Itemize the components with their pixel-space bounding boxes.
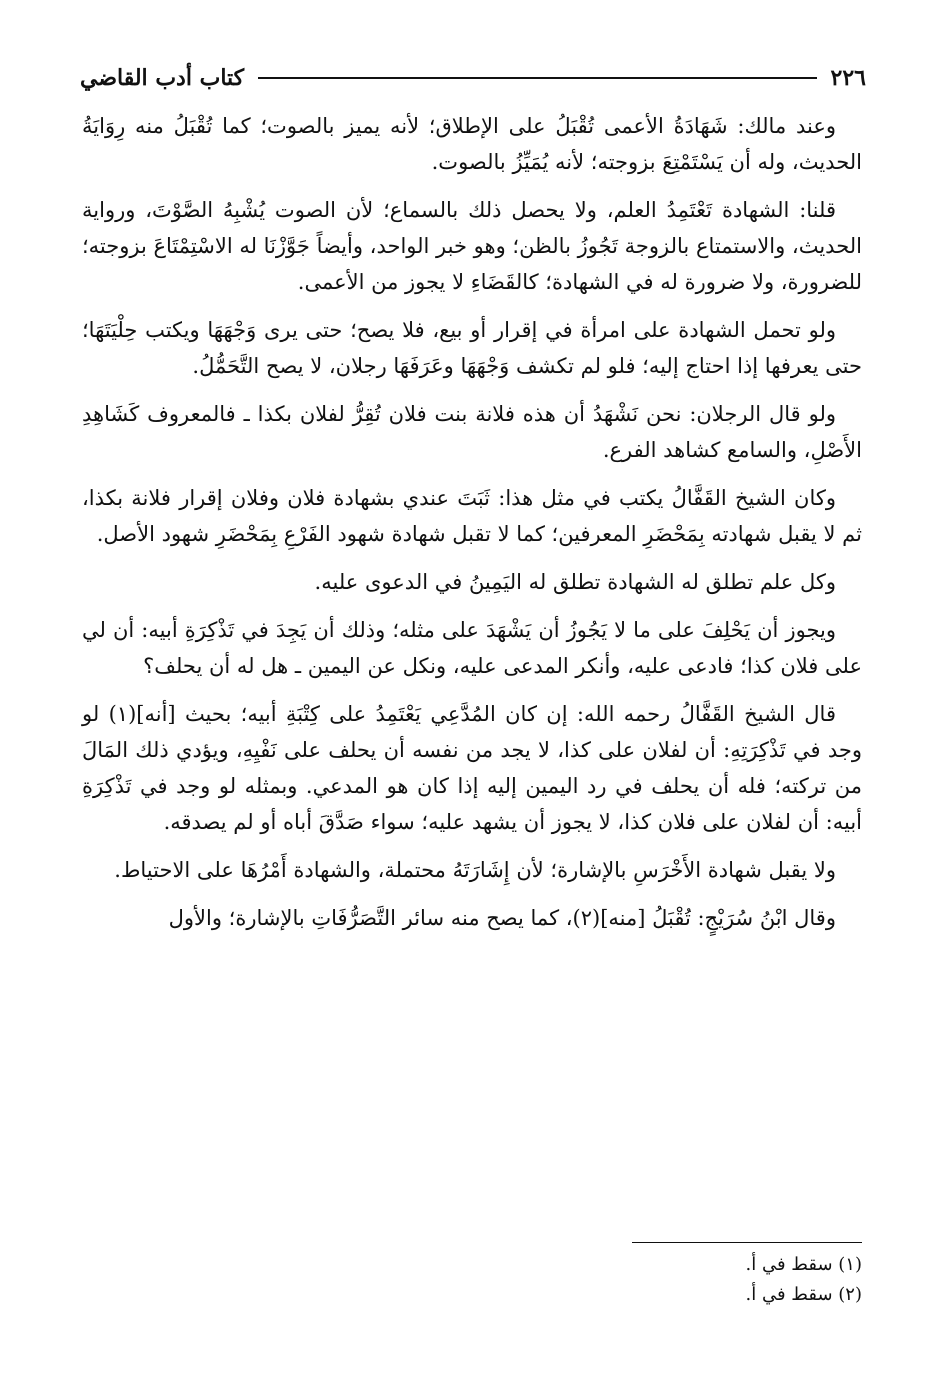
paragraph: ولو تحمل الشهادة على امرأة في إقرار أو بيع، فلا يصح؛ حتى يرى وَجْهَهَا ويكتب حِلْيَتَهَا؛ حتى يعرفها إذا احتاج إليه؛ فلو لم تكشف وَجْهَهَا وعَرَفَهَا رجلان، لا يصح التَّحَمُّلُ. <box>82 318 862 378</box>
footnotes <box>562 1250 862 1310</box>
paragraph: ويجوز أن يَحْلِفَ على ما لا يَجُوزُ أن يَشْهَدَ على مثله؛ وذلك أن يَجِدَ في تَذْكِرَةِ أبيه: أن لي على فلان كذا؛ فادعى عليه، وأنكر المدعى عليه، ونكل عن اليمين ـ هل له أن يحلف؟ <box>82 618 862 678</box>
paragraph: ولو قال الرجلان: نحن نَشْهَدُ أن هذه فلانة بنت فلان تُقِرُّ لفلان بكذا ـ فالمعروف كَشَاهِدِ الأَصْلِ، والسامع كشاهد الفرع. <box>82 402 862 462</box>
paragraph: ولا يقبل شهادة الأَخْرَسِ بالإشارة؛ لأن إِشَارَتَهُ محتملة، والشهادة أَمْرُهَا على الاحتياط. <box>114 858 836 882</box>
book-title: كتاب أدب القاضي <box>80 65 245 91</box>
footnote: (١) سقط في أ. <box>745 1254 862 1275</box>
page-header <box>80 58 866 98</box>
paragraph: قلنا: الشهادة تَعْتَمِدُ العلم، ولا يحصل ذلك بالسماع؛ لأن الصوت يُشْبِهُ الصَّوْتَ، ورواية الحديث، والاستمتاع بالزوجة تَجُوزُ بالظن؛ وهو خبر الواحد، وأيضاً جَوَّزْنَا له الاسْتِمْتَاعَ بزوجته؛ للضرورة، ولا ضرورة له في الشهادة؛ كالقَضَاءِ لا يجوز من الأعمى. <box>82 198 862 294</box>
paragraph: وقال ابْنُ سُرَيْجٍ: تُقْبَلُ [منه](٢)، كما يصح منه سائر التَّصَرُّفَاتِ بالإشارة؛ والأول <box>168 906 836 930</box>
paragraph: وعند مالك: شَهَادَةُ الأعمى تُقْبَلُ على الإطلاق؛ لأنه يميز بالصوت؛ كما تُقْبَلُ منه رِوَايَةُ الحديث، وله أن يَسْتَمْتِعَ بزوجته؛ لأنه يُمَيِّزُ بالصوت. <box>82 114 862 174</box>
footnote-divider <box>632 1242 862 1243</box>
paragraph: قال الشيخ القَفَّالُ رحمه الله: إن كان المُدَّعِي يَعْتَمِدُ على كِتْبَةِ أبيه؛ بحيث [أنه](١) لو وجد في تَذْكِرَتِهِ: أن لفلان على كذا، لا يجد من نفسه أن يحلف على نَفْيِهِ، ويؤدي ذلك المَالَ من تركته؛ فله أن يحلف في رد اليمين إليه إذا كان هو المدعي. وبمثله لو وجد في تَذْكِرَةِ أبيه: أن لفلان على فلان كذا، لا يجوز أن يشهد عليه؛ سواء صَدَّقَ أباه أو لم يصدقه. <box>82 702 862 834</box>
footnote: (٢) سقط في أ. <box>745 1284 862 1305</box>
page-number: ٢٢٦ <box>830 65 866 91</box>
paragraph: وكل علم تطلق له الشهادة تطلق له اليَمِينُ في الدعوى عليه. <box>314 570 836 594</box>
header-divider <box>258 77 816 79</box>
paragraph: وكان الشيخ القَفَّالُ يكتب في مثل هذا: ثَبَتَ عندي بشهادة فلان وفلان إقرار فلانة بكذا، ثم لا يقبل شهادته بِمَحْضَرِ المعرفين؛ كما لا تقبل شهادة شهود الفَرْعِ بِمَحْضَرِ شهود الأصل. <box>82 486 862 546</box>
page-body <box>82 108 862 948</box>
